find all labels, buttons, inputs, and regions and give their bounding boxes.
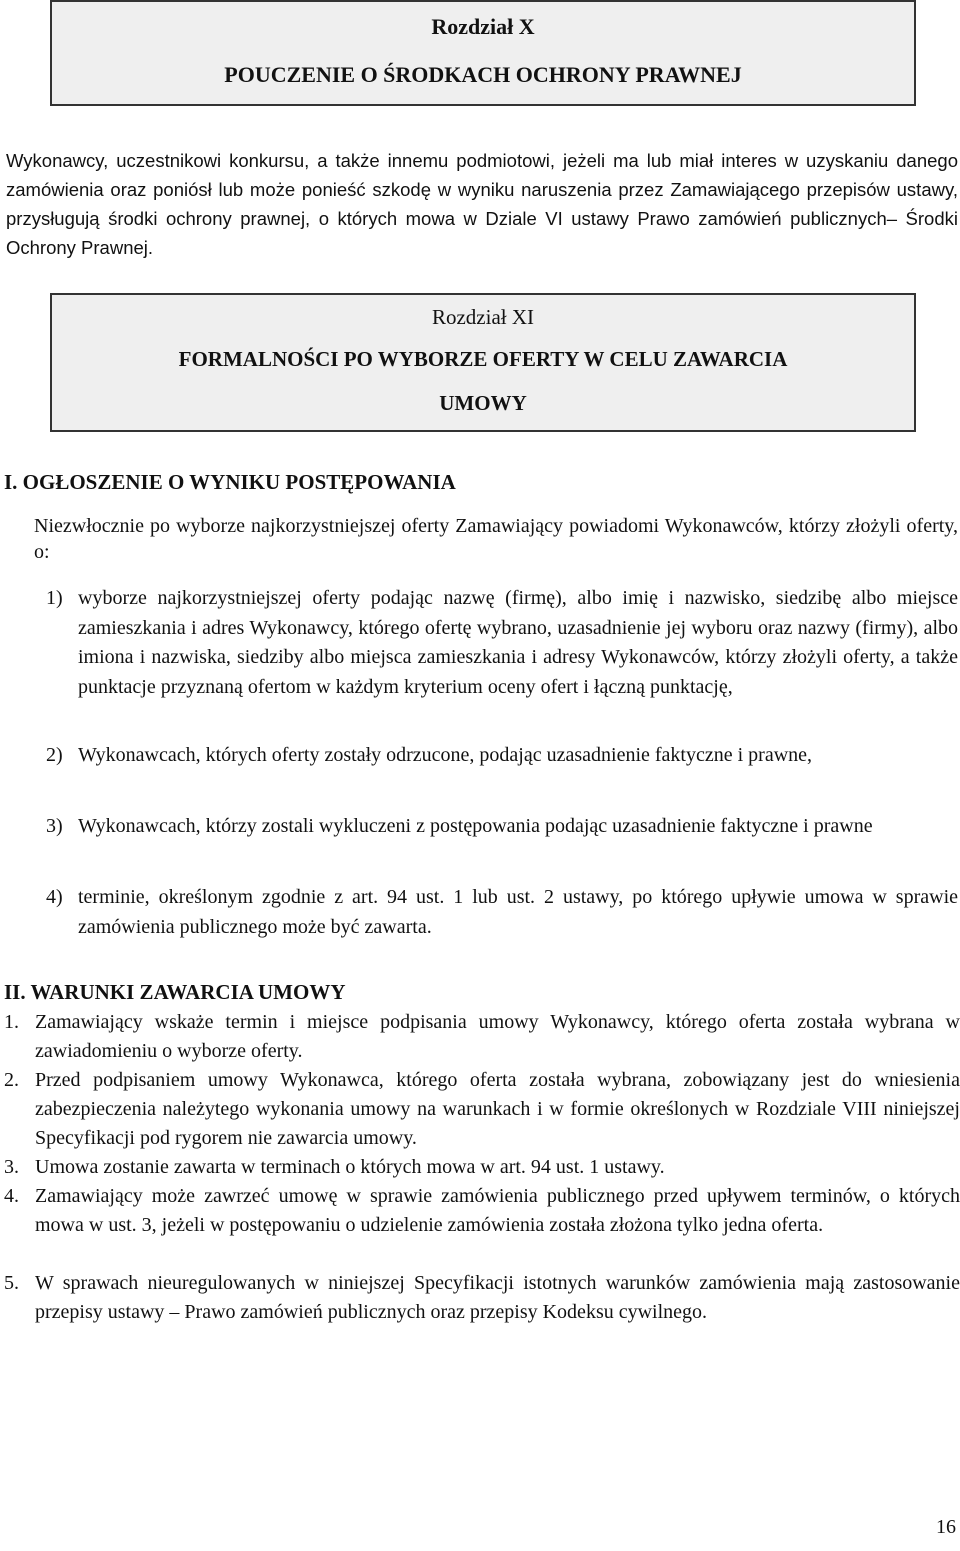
section-2-heading: II. WARUNKI ZAWARCIA UMOWY: [4, 980, 346, 1004]
list-item-text: wyborze najkorzystniejszej oferty podając nazwę (firmę), albo imię i nazwisko, siedzibę albo miejsce zamieszkania i adres Wykonawcy, którego ofertę wybrano, uzasadnienie jej wyboru oraz nazwy (firmy), albo imiona i nazwiska, siedziby albo miejsca zamieszkania i adresy Wykonawców, którzy złożyli oferty, a także punktacje przyznaną ofertom w każdym kryterium oceny ofert i łączną punktację,: [78, 587, 958, 698]
numbered-item-text: Zamawiający może zawrzeć umowę w sprawie zamówienia publicznego przed upływem terminów, o których mowa w ust. 3, jeżeli w postępowaniu o udzielenie zamówienia została złożona tylko jedna oferta.: [35, 1185, 960, 1236]
list-item-number: 2): [46, 744, 63, 766]
list-item: [46, 883, 958, 942]
list-item: [46, 584, 958, 702]
chapter-10-header-box: [50, 0, 916, 106]
numbered-item-text: Zamawiający wskaże termin i miejsce podpisania umowy Wykonawcy, którego oferta została wybrana w zawiadomieniu o wyborze oferty.: [35, 1011, 960, 1062]
numbered-item-number: 5.: [4, 1272, 19, 1294]
numbered-item: [4, 1153, 960, 1182]
chapter-10-subtitle: POUCZENIE O ŚRODKACH OCHRONY PRAWNEJ: [224, 62, 742, 87]
list-item: [46, 812, 958, 842]
section-1-intro: Niezwłocznie po wyborze najkorzystniejszej oferty Zamawiający powiadomi Wykonawców, którzy złożyli oferty, o:: [34, 515, 958, 563]
list-item-number: 4): [46, 886, 63, 908]
numbered-item-number: 2.: [4, 1069, 19, 1091]
list-item-number: 3): [46, 815, 63, 837]
chapter-10-title: Rozdział X: [431, 14, 535, 39]
numbered-item-number: 3.: [4, 1156, 19, 1178]
list-item: [46, 741, 958, 771]
chapter-11-subtitle-line1: FORMALNOŚCI PO WYBORZE OFERTY W CELU ZAWARCIA: [178, 347, 788, 371]
chapter-11-title: Rozdział XI: [431, 305, 535, 329]
numbered-item: [4, 1066, 960, 1153]
numbered-item-text: Przed podpisaniem umowy Wykonawca, którego oferta została wybrana, zobowiązany jest do wniesienia zabezpieczenia należytego wykonania umowy na warunkach i w formie określonych w Rozdziale VIII niniejszej Specyfikacji pod rygorem nie zawarcia umowy.: [35, 1069, 960, 1149]
chapter-11-header-box: [50, 293, 916, 432]
numbered-item-number: 4.: [4, 1185, 19, 1207]
list-item-number: 1): [46, 587, 63, 609]
list-item-text: Wykonawcach, którzy zostali wykluczeni z postępowania podając uzasadnienie faktyczne i prawne: [78, 815, 873, 837]
numbered-item-text: Umowa zostanie zawarta w terminach o których mowa w art. 94 ust. 1 ustawy.: [35, 1156, 665, 1178]
numbered-item: [4, 1008, 960, 1066]
list-item-text: Wykonawcach, których oferty zostały odrzucone, podając uzasadnienie faktyczne i prawne,: [78, 744, 813, 766]
list-item-text: terminie, określonym zgodnie z art. 94 ust. 1 lub ust. 2 ustawy, po którego upływie umowa w sprawie zamówienia publicznego może być zawarta.: [78, 886, 958, 938]
numbered-item-number: 1.: [4, 1011, 19, 1033]
numbered-item: [4, 1182, 960, 1240]
section-1-heading: I. OGŁOSZENIE O WYNIKU POSTĘPOWANIA: [4, 470, 456, 494]
page-number: 16: [936, 1516, 956, 1538]
numbered-item-text: W sprawach nieuregulowanych w niniejszej Specyfikacji istotnych warunków zamówienia mają zastosowanie przepisy ustawy – Prawo zamówień publicznych oraz przepisy Kodeksu cywilnego.: [35, 1272, 960, 1323]
legal-remedies-paragraph: Wykonawcy, uczestnikowi konkursu, a także innemu podmiotowi, jeżeli ma lub miał interes w uzyskaniu danego zamówienia oraz poniósł lub może ponieść szkodę w wyniku naruszenia przez Zamawiającego przepisów ustawy, przysługują środki ochrony prawnej, o których mowa w Dziale VI ustawy Prawo zamówień publicznych– Środki Ochrony Prawnej.: [6, 150, 958, 258]
numbered-item: [4, 1269, 960, 1327]
chapter-11-subtitle-line2: UMOWY: [439, 391, 527, 415]
